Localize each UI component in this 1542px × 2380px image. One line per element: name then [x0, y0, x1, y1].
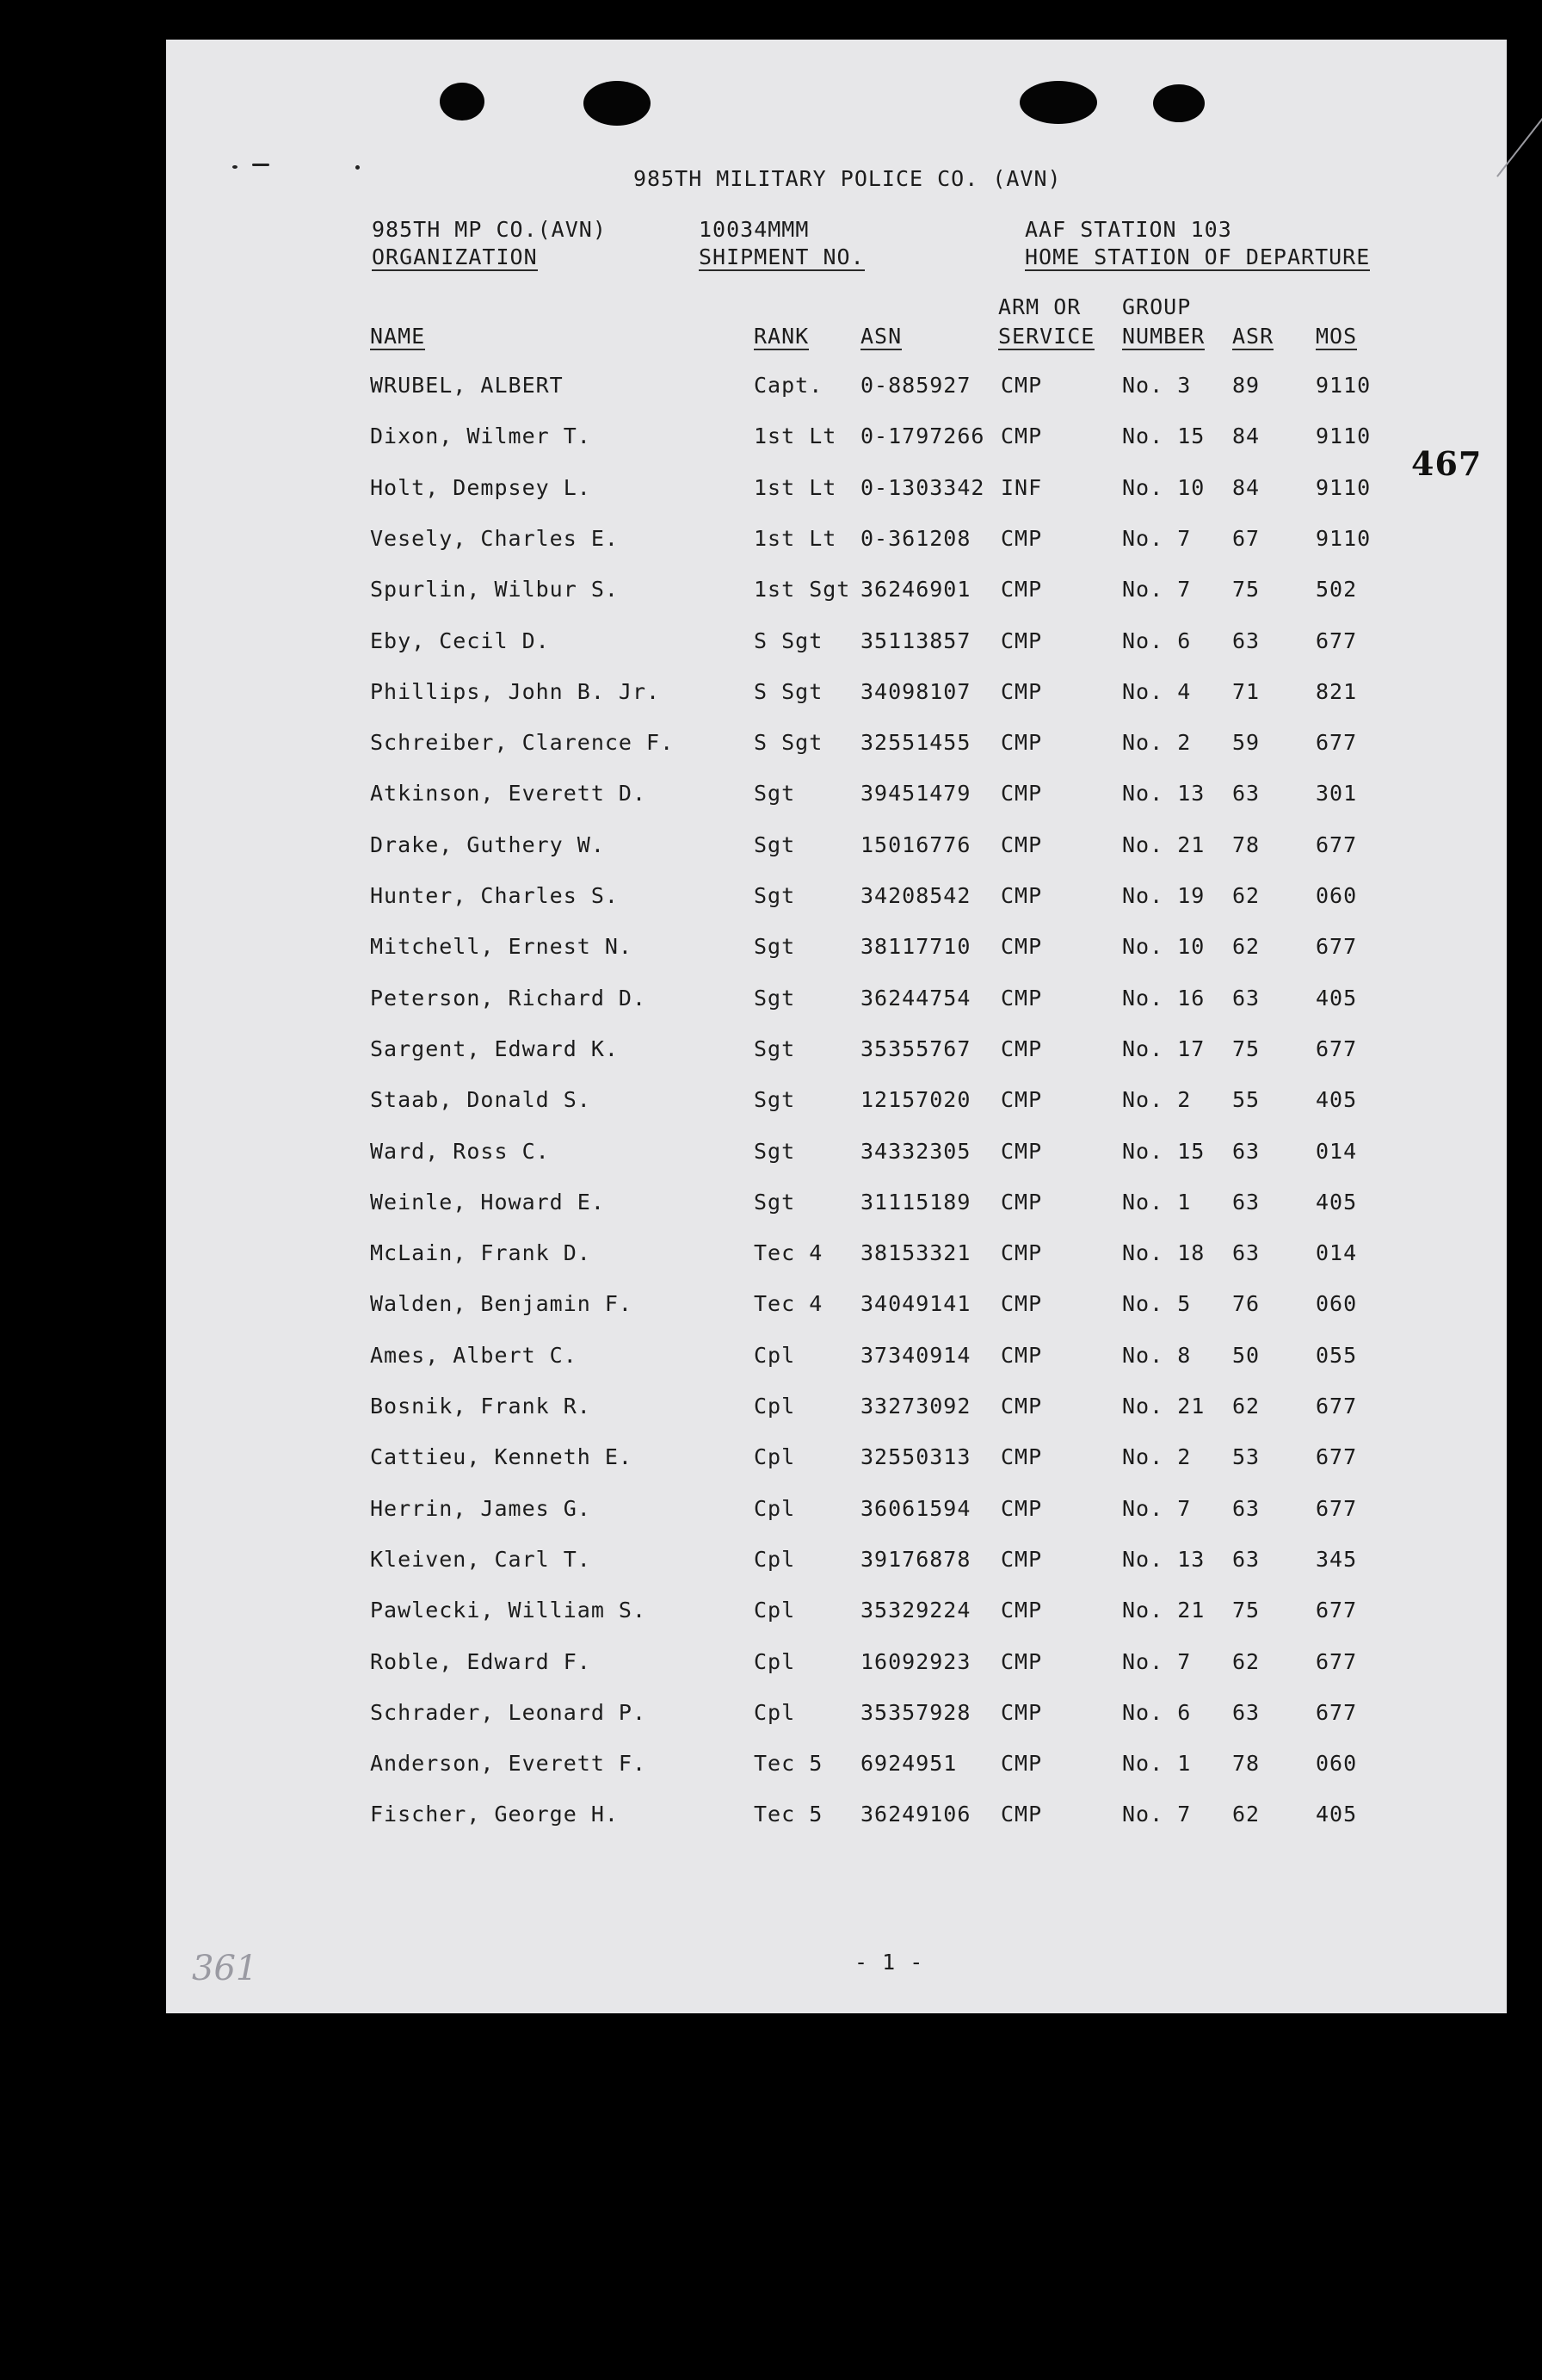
cell-mos: 055	[1316, 1342, 1358, 1368]
cell-name: Phillips, John B. Jr.	[370, 678, 661, 704]
table-row	[166, 1342, 1507, 1379]
cell-mos: 677	[1316, 1444, 1358, 1470]
document-page	[166, 40, 1507, 2013]
cell-rank: Cpl	[754, 1648, 796, 1674]
cell-asr: 62	[1232, 934, 1261, 960]
cell-group: No. 2	[1122, 1087, 1192, 1113]
cell-group: No. 19	[1122, 883, 1206, 908]
cell-mos: 060	[1316, 883, 1358, 908]
cell-asn: 0-885927	[860, 373, 971, 398]
header-mos: MOS	[1316, 324, 1358, 349]
cell-name: Eby, Cecil D.	[370, 627, 550, 653]
cell-asn: 32551455	[860, 730, 971, 756]
table-row	[166, 578, 1507, 613]
punch-hole	[1020, 81, 1097, 124]
cell-rank: S Sgt	[754, 627, 823, 653]
table-row	[166, 425, 1507, 460]
cell-asn: 36061594	[860, 1495, 971, 1521]
cell-group: No. 1	[1122, 1751, 1192, 1777]
table-row	[166, 1546, 1507, 1583]
cell-name: Roble, Edward F.	[370, 1648, 591, 1674]
cell-mos: 405	[1316, 1087, 1358, 1113]
cell-name: Bosnik, Frank R.	[370, 1394, 591, 1419]
header-name: NAME	[370, 324, 426, 349]
cell-name: Holt, Dempsey L.	[370, 474, 591, 500]
cell-name: Cattieu, Kenneth E.	[370, 1444, 632, 1470]
cell-name: Schreiber, Clarence F.	[370, 730, 675, 756]
header-asn: ASN	[860, 324, 903, 349]
station-label: HOME STATION OF DEPARTURE	[1025, 244, 1371, 269]
cell-name: Drake, Guthery W.	[370, 831, 605, 857]
cell-mos: 060	[1316, 1291, 1358, 1317]
cell-mos: 677	[1316, 1648, 1358, 1674]
cell-asn: 6924951	[860, 1751, 958, 1777]
cell-group: No. 7	[1122, 1802, 1192, 1827]
cell-asn: 0-361208	[860, 525, 971, 551]
cell-rank: Cpl	[754, 1598, 796, 1623]
cell-arm: CMP	[1001, 1035, 1043, 1061]
cell-mos: 405	[1316, 985, 1358, 1011]
table-row	[166, 1599, 1507, 1634]
cell-name: Staab, Donald S.	[370, 1087, 591, 1113]
table-row	[166, 678, 1507, 715]
cell-asr: 55	[1232, 1087, 1261, 1113]
cell-rank: Sgt	[754, 1035, 796, 1061]
cell-asn: 36244754	[860, 985, 971, 1011]
cell-asr: 63	[1232, 1546, 1261, 1572]
cell-mos: 677	[1316, 627, 1358, 653]
cell-rank: S Sgt	[754, 730, 823, 756]
cell-group: No. 17	[1122, 1035, 1206, 1061]
cell-rank: 1st Lt	[754, 474, 837, 500]
punch-hole	[1153, 84, 1205, 122]
cell-group: No. 2	[1122, 730, 1192, 756]
cell-asr: 71	[1232, 678, 1261, 704]
table-row	[166, 1753, 1507, 1787]
cell-rank: Sgt	[754, 1087, 796, 1113]
table-row	[166, 627, 1507, 665]
cell-arm: CMP	[1001, 1240, 1043, 1266]
cell-name: Vesely, Charles E.	[370, 525, 619, 551]
cell-asr: 84	[1232, 474, 1261, 500]
cell-name: Dixon, Wilmer T.	[370, 423, 591, 449]
cell-arm: CMP	[1001, 1444, 1043, 1470]
cell-arm: CMP	[1001, 1495, 1043, 1521]
cell-asn: 0-1303342	[860, 474, 985, 500]
cell-arm: CMP	[1001, 1699, 1043, 1725]
cell-rank: Sgt	[754, 781, 796, 807]
cell-arm: CMP	[1001, 781, 1043, 807]
cell-group: No. 5	[1122, 1291, 1192, 1317]
cell-rank: Cpl	[754, 1495, 796, 1521]
cell-asn: 33273092	[860, 1394, 971, 1419]
cell-asr: 63	[1232, 781, 1261, 807]
cell-asn: 0-1797266	[860, 423, 985, 449]
cell-group: No. 7	[1122, 577, 1192, 603]
cell-group: No. 16	[1122, 985, 1206, 1011]
table-row	[166, 1446, 1507, 1481]
table-row	[166, 1138, 1507, 1175]
cell-name: Weinle, Howard E.	[370, 1189, 605, 1215]
cell-arm: CMP	[1001, 730, 1043, 756]
cell-asr: 84	[1232, 423, 1261, 449]
cell-arm: CMP	[1001, 373, 1043, 398]
cell-arm: CMP	[1001, 1648, 1043, 1674]
cell-asn: 36246901	[860, 577, 971, 603]
cell-asr: 62	[1232, 1648, 1261, 1674]
cell-asr: 63	[1232, 1495, 1261, 1521]
cell-name: Sargent, Edward K.	[370, 1035, 619, 1061]
cell-group: No. 21	[1122, 831, 1206, 857]
cell-mos: 677	[1316, 1035, 1358, 1061]
cell-mos: 405	[1316, 1802, 1358, 1827]
cell-asn: 32550313	[860, 1444, 971, 1470]
cell-mos: 9110	[1316, 373, 1372, 398]
cell-mos: 677	[1316, 730, 1358, 756]
cell-name: Anderson, Everett F.	[370, 1751, 647, 1777]
cell-name: Fischer, George H.	[370, 1802, 619, 1827]
shipment-value: 10034MMM	[699, 217, 810, 242]
cell-arm: CMP	[1001, 1087, 1043, 1113]
cell-asr: 59	[1232, 730, 1261, 756]
cell-arm: CMP	[1001, 1598, 1043, 1623]
cell-asr: 53	[1232, 1444, 1261, 1470]
organization-label: ORGANIZATION	[372, 244, 538, 269]
cell-mos: 677	[1316, 831, 1358, 857]
table-row	[166, 885, 1507, 919]
cell-rank: Sgt	[754, 1138, 796, 1164]
speck	[232, 165, 237, 169]
cell-group: No. 4	[1122, 678, 1192, 704]
table-row	[166, 1395, 1507, 1430]
cell-mos: 405	[1316, 1189, 1358, 1215]
table-row	[166, 1191, 1507, 1226]
table-row	[166, 1699, 1507, 1736]
cell-name: McLain, Frank D.	[370, 1240, 591, 1266]
table-row	[166, 474, 1507, 511]
cell-rank: Sgt	[754, 934, 796, 960]
cell-asr: 78	[1232, 1751, 1261, 1777]
cell-arm: CMP	[1001, 678, 1043, 704]
cell-arm: CMP	[1001, 1546, 1043, 1572]
cell-mos: 677	[1316, 1699, 1358, 1725]
table-row	[166, 987, 1507, 1022]
cell-arm: CMP	[1001, 525, 1043, 551]
table-row	[166, 1648, 1507, 1685]
cell-name: Walden, Benjamin F.	[370, 1291, 632, 1317]
cell-rank: 1st Lt	[754, 525, 837, 551]
cell-group: No. 10	[1122, 934, 1206, 960]
cell-name: Mitchell, Ernest N.	[370, 934, 632, 960]
cell-asr: 75	[1232, 1035, 1261, 1061]
table-row	[166, 1089, 1507, 1123]
cell-rank: Tec 5	[754, 1751, 823, 1777]
cell-rank: Capt.	[754, 373, 823, 398]
cell-name: Pawlecki, William S.	[370, 1598, 647, 1623]
header-group-line2: NUMBER	[1122, 324, 1206, 349]
table-row	[166, 831, 1507, 869]
cell-mos: 677	[1316, 1495, 1358, 1521]
cell-rank: 1st Sgt	[754, 577, 851, 603]
punch-hole	[583, 81, 651, 126]
cell-asr: 63	[1232, 627, 1261, 653]
header-arm-line2: SERVICE	[998, 324, 1095, 349]
table-row	[166, 1293, 1507, 1327]
cell-rank: Cpl	[754, 1394, 796, 1419]
table-row	[166, 525, 1507, 562]
cell-group: No. 13	[1122, 781, 1206, 807]
cell-asn: 35357928	[860, 1699, 971, 1725]
cell-mos: 9110	[1316, 525, 1372, 551]
cell-arm: CMP	[1001, 1751, 1043, 1777]
cell-name: Spurlin, Wilbur S.	[370, 577, 619, 603]
cell-asn: 34049141	[860, 1291, 971, 1317]
shipment-label: SHIPMENT NO.	[699, 244, 865, 269]
speck	[355, 165, 360, 170]
cell-group: No. 18	[1122, 1240, 1206, 1266]
speck	[252, 164, 269, 166]
table-row	[166, 936, 1507, 970]
header-asr: ASR	[1232, 324, 1274, 349]
pencil-note: 361	[192, 1949, 258, 1988]
cell-asr: 62	[1232, 1802, 1261, 1827]
cell-asn: 35113857	[860, 627, 971, 653]
cell-arm: CMP	[1001, 1802, 1043, 1827]
cell-mos: 677	[1316, 1598, 1358, 1623]
cell-group: No. 13	[1122, 1546, 1206, 1572]
cell-asn: 34098107	[860, 678, 971, 704]
cell-arm: CMP	[1001, 1291, 1043, 1317]
cell-asn: 16092923	[860, 1648, 971, 1674]
cell-asr: 62	[1232, 883, 1261, 908]
cell-rank: Cpl	[754, 1342, 796, 1368]
cell-arm: CMP	[1001, 1394, 1043, 1419]
table-row	[166, 1495, 1507, 1532]
cell-asn: 35355767	[860, 1035, 971, 1061]
cell-name: Schrader, Leonard P.	[370, 1699, 647, 1725]
cell-group: No. 6	[1122, 627, 1192, 653]
cell-mos: 9110	[1316, 474, 1372, 500]
cell-rank: Tec 4	[754, 1240, 823, 1266]
cell-group: No. 1	[1122, 1189, 1192, 1215]
cell-rank: Tec 4	[754, 1291, 823, 1317]
cell-group: No. 10	[1122, 474, 1206, 500]
cell-arm: CMP	[1001, 883, 1043, 908]
cell-arm: CMP	[1001, 1342, 1043, 1368]
cell-mos: 060	[1316, 1751, 1358, 1777]
cell-asn: 39451479	[860, 781, 971, 807]
cell-asn: 12157020	[860, 1087, 971, 1113]
cell-mos: 677	[1316, 934, 1358, 960]
cell-rank: S Sgt	[754, 678, 823, 704]
organization-value: 985TH MP CO.(AVN)	[372, 217, 607, 242]
cell-asn: 15016776	[860, 831, 971, 857]
cell-asr: 75	[1232, 1598, 1261, 1623]
cell-asn: 34332305	[860, 1138, 971, 1164]
cell-group: No. 15	[1122, 1138, 1206, 1164]
cell-asr: 63	[1232, 1699, 1261, 1725]
cell-arm: CMP	[1001, 423, 1043, 449]
cell-arm: CMP	[1001, 1138, 1043, 1164]
cell-asr: 63	[1232, 1138, 1261, 1164]
pencil-check-mark	[1496, 95, 1542, 177]
cell-name: Kleiven, Carl T.	[370, 1546, 591, 1572]
cell-group: No. 21	[1122, 1394, 1206, 1419]
cell-asn: 38153321	[860, 1240, 971, 1266]
cell-rank: Sgt	[754, 831, 796, 857]
cell-asn: 39176878	[860, 1546, 971, 1572]
cell-mos: 014	[1316, 1138, 1358, 1164]
cell-name: Herrin, James G.	[370, 1495, 591, 1521]
punch-hole	[440, 83, 484, 121]
cell-name: Ward, Ross C.	[370, 1138, 550, 1164]
cell-mos: 677	[1316, 1394, 1358, 1419]
cell-arm: CMP	[1001, 985, 1043, 1011]
cell-group: No. 6	[1122, 1699, 1192, 1725]
cell-name: Hunter, Charles S.	[370, 883, 619, 908]
table-row	[166, 1035, 1507, 1073]
table-row	[166, 732, 1507, 766]
cell-asr: 75	[1232, 577, 1261, 603]
cell-asn: 37340914	[860, 1342, 971, 1368]
cell-asn: 36249106	[860, 1802, 971, 1827]
cell-asr: 78	[1232, 831, 1261, 857]
cell-asr: 63	[1232, 1240, 1261, 1266]
cell-arm: CMP	[1001, 627, 1043, 653]
header-arm-line1: ARM OR	[998, 294, 1082, 319]
table-row	[166, 1803, 1507, 1838]
cell-group: No. 3	[1122, 373, 1192, 398]
cell-asr: 67	[1232, 525, 1261, 551]
cell-asr: 63	[1232, 1189, 1261, 1215]
cell-asn: 31115189	[860, 1189, 971, 1215]
station-value: AAF STATION 103	[1025, 217, 1232, 242]
cell-rank: Sgt	[754, 1189, 796, 1215]
cell-asn: 34208542	[860, 883, 971, 908]
header-group-line1: GROUP	[1122, 294, 1192, 319]
cell-asr: 62	[1232, 1394, 1261, 1419]
cell-group: No. 7	[1122, 525, 1192, 551]
cell-arm: CMP	[1001, 831, 1043, 857]
table-row	[166, 374, 1507, 409]
header-rank: RANK	[754, 324, 810, 349]
cell-group: No. 15	[1122, 423, 1206, 449]
cell-group: No. 7	[1122, 1648, 1192, 1674]
cell-mos: 301	[1316, 781, 1358, 807]
cell-arm: INF	[1001, 474, 1043, 500]
cell-group: No. 2	[1122, 1444, 1192, 1470]
cell-mos: 345	[1316, 1546, 1358, 1572]
cell-rank: 1st Lt	[754, 423, 837, 449]
cell-rank: Sgt	[754, 985, 796, 1011]
cell-rank: Cpl	[754, 1546, 796, 1572]
cell-rank: Tec 5	[754, 1802, 823, 1827]
cell-group: No. 21	[1122, 1598, 1206, 1623]
margin-page-number: 467	[1411, 444, 1483, 483]
cell-asn: 35329224	[860, 1598, 971, 1623]
cell-asr: 76	[1232, 1291, 1261, 1317]
cell-rank: Cpl	[754, 1699, 796, 1725]
document-title: 985TH MILITARY POLICE CO. (AVN)	[633, 166, 1062, 191]
cell-group: No. 8	[1122, 1342, 1192, 1368]
cell-arm: CMP	[1001, 577, 1043, 603]
cell-arm: CMP	[1001, 1189, 1043, 1215]
cell-asn: 38117710	[860, 934, 971, 960]
table-row	[166, 782, 1507, 817]
cell-asr: 50	[1232, 1342, 1261, 1368]
cell-mos: 502	[1316, 577, 1358, 603]
cell-mos: 9110	[1316, 423, 1372, 449]
cell-asr: 89	[1232, 373, 1261, 398]
table-row	[166, 1242, 1507, 1277]
cell-name: Ames, Albert C.	[370, 1342, 577, 1368]
cell-rank: Cpl	[754, 1444, 796, 1470]
cell-name: Atkinson, Everett D.	[370, 781, 647, 807]
cell-asr: 63	[1232, 985, 1261, 1011]
cell-rank: Sgt	[754, 883, 796, 908]
cell-group: No. 7	[1122, 1495, 1192, 1521]
cell-name: Peterson, Richard D.	[370, 985, 647, 1011]
page-footer: - 1 -	[854, 1950, 924, 1975]
cell-mos: 014	[1316, 1240, 1358, 1266]
cell-arm: CMP	[1001, 934, 1043, 960]
cell-name: WRUBEL, ALBERT	[370, 373, 564, 398]
cell-mos: 821	[1316, 678, 1358, 704]
